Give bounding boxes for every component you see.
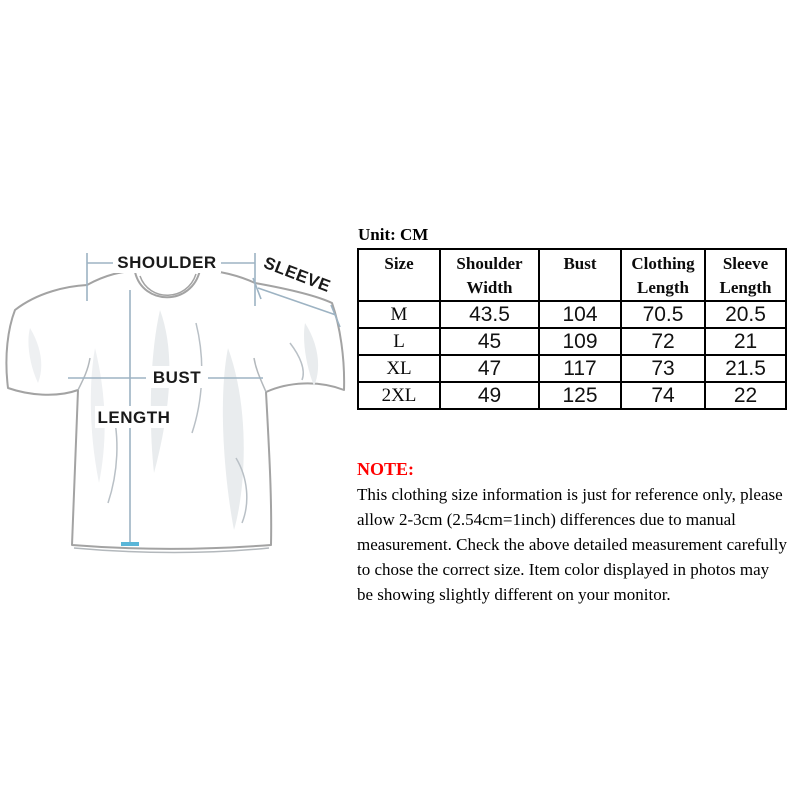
shoulder-label: SHOULDER (117, 253, 217, 272)
bust-cell: 125 (539, 382, 621, 409)
shoulder-width-cell: 43.5 (440, 301, 539, 328)
clothing-length-cell: 72 (621, 328, 705, 355)
note-body: This clothing size information is just for reference only, please allow 2-3cm (2.54cm=1inch) differences due to manual measurement. Check the above detailed measurement carefully to chose the correct size. Item color displayed in photos may be showing slightly different on your monitor. (357, 485, 788, 604)
col-header-bust: Bust (539, 249, 621, 301)
col-header-sleeve-length: Sleeve Length (705, 249, 786, 301)
sleeve-length-cell: 22 (705, 382, 786, 409)
size-cell: M (358, 301, 440, 328)
tshirt-measurement-diagram (0, 228, 360, 573)
size-cell: XL (358, 355, 440, 382)
size-cell: L (358, 328, 440, 355)
note-title: NOTE: (357, 459, 415, 479)
clothing-length-cell: 73 (621, 355, 705, 382)
sleeve-length-cell: 21.5 (705, 355, 786, 382)
size-table-header-row (358, 249, 786, 301)
sleeve-length-cell: 20.5 (705, 301, 786, 328)
table-row-2xl (358, 382, 786, 409)
size-info-column (357, 225, 789, 608)
note-block (357, 459, 789, 608)
sleeve-label: SLEEVE (261, 253, 334, 296)
shoulder-width-cell: 47 (440, 355, 539, 382)
col-header-clothing-length: Clothing Length (621, 249, 705, 301)
bust-cell: 109 (539, 328, 621, 355)
shoulder-width-cell: 49 (440, 382, 539, 409)
bust-cell: 117 (539, 355, 621, 382)
col-header-shoulder-width: Shoulder Width (440, 249, 539, 301)
table-row-xl (358, 355, 786, 382)
size-table (357, 248, 787, 410)
tshirt-outline (6, 268, 344, 553)
table-row-l (358, 328, 786, 355)
length-label: LENGTH (97, 408, 171, 427)
shoulder-width-cell: 45 (440, 328, 539, 355)
table-row-m (358, 301, 786, 328)
sleeve-length-cell: 21 (705, 328, 786, 355)
bust-cell: 104 (539, 301, 621, 328)
col-header-size: Size (358, 249, 440, 301)
bust-label: BUST (152, 368, 202, 387)
clothing-length-cell: 74 (621, 382, 705, 409)
size-cell: 2XL (358, 382, 440, 409)
clothing-length-cell: 70.5 (621, 301, 705, 328)
unit-label: Unit: CM (358, 225, 429, 244)
